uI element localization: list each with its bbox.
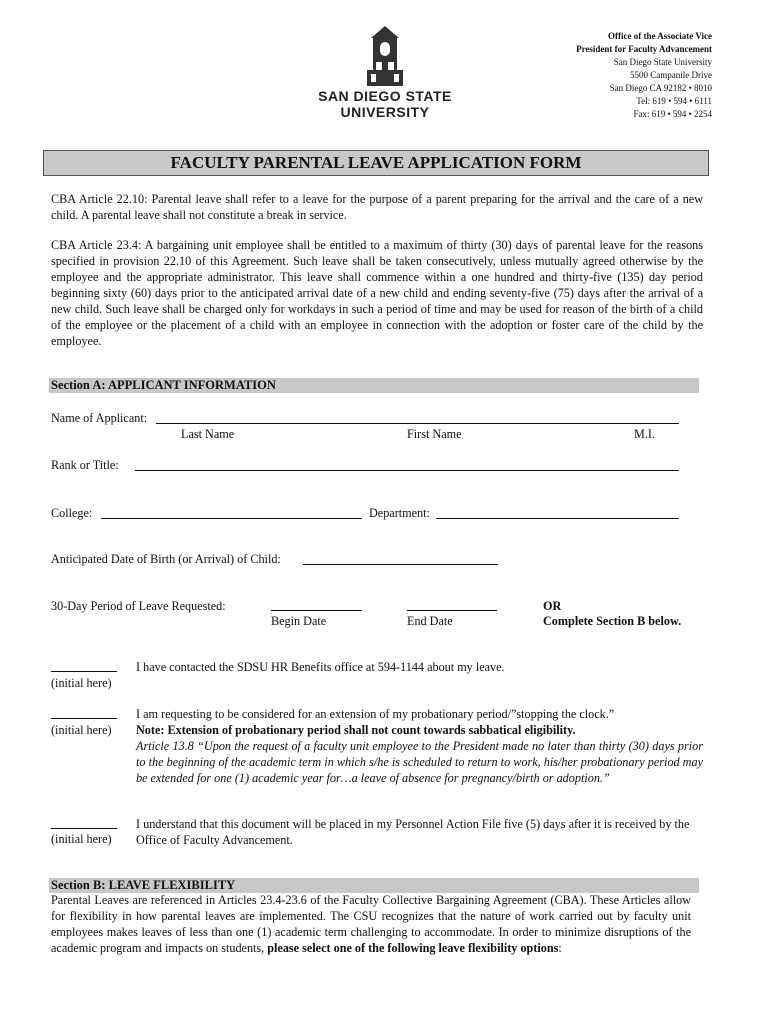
college-input-line[interactable] xyxy=(101,518,362,519)
or-label: OR xyxy=(543,599,562,613)
form-title: FACULTY PARENTAL LEAVE APPLICATION FORM xyxy=(43,150,709,176)
section-b-body: Parental Leaves are referenced in Articles 23.4-23.6 of the Faculty Collective Bargaining Agreement (CBA). These Articles allow for flexibility in how parental leaves are implemented. The CSU recognizes that the nature of work carried out by faculty unit employees makes leaves of less than one (1) academic term challenging to accommodate. In order to minimize disruptions of the academic program and impacts on students, xyxy=(51,893,691,955)
section-b-text xyxy=(51,892,691,956)
department-input-line[interactable] xyxy=(436,518,679,519)
end-date-caption: End Date xyxy=(407,614,453,628)
university-logo xyxy=(315,26,455,122)
logo-name-line1: SAN DIEGO STATE xyxy=(318,88,452,104)
mi-caption: M.I. xyxy=(634,427,655,441)
initial-here-caption: (initial here) xyxy=(51,723,112,737)
fax-line: Fax: 619 • 594 • 2254 xyxy=(633,109,712,119)
office-address xyxy=(576,30,712,121)
begin-date-caption: Begin Date xyxy=(271,614,327,628)
rank-label: Rank or Title: xyxy=(51,458,119,472)
initial-line-probation[interactable] xyxy=(51,718,117,719)
initial-here-caption: (initial here) xyxy=(51,676,112,690)
section-b-heading: Section B: LEAVE FLEXIBILITY xyxy=(49,878,699,893)
rank-input-line[interactable] xyxy=(135,470,679,471)
leave-period-label: 30-Day Period of Leave Requested: xyxy=(51,599,226,613)
birth-date-input-line[interactable] xyxy=(303,564,498,565)
address-line: San Diego CA 92182 • 8010 xyxy=(609,83,712,93)
name-label: Name of Applicant: xyxy=(51,411,148,425)
name-input-line[interactable] xyxy=(156,423,679,424)
section-b-instruction: please select one of the following leave flexibility options xyxy=(267,941,559,955)
campanile-tower-icon xyxy=(367,26,403,86)
section-b-colon: : xyxy=(558,941,562,955)
initial-line-personnel-file[interactable] xyxy=(51,828,117,829)
last-name-caption: Last Name xyxy=(181,427,235,441)
college-label: College: xyxy=(51,506,93,520)
address-line: San Diego State University xyxy=(613,57,712,67)
ack-personnel-file: I understand that this document will be placed in my Personnel Action File five (5) days after it is received by the Office of Faculty Advancement. xyxy=(136,817,690,847)
office-title-line2: President for Faculty Advancement xyxy=(576,44,712,54)
article-13-8-quote: Article 13.8 “Upon the request of a faculty unit employee to the President made no later than thirty (30) days prior to the beginning of the academic term in which s/he is scheduled to return to work, his/her probationary period may be extended for one (1) academic year for…a leave of absence for pregnancy/birth or adoption.” xyxy=(136,739,703,785)
intro-paragraph-23-4: CBA Article 23.4: A bargaining unit employee shall be entitled to a maximum of thirty (30) days of parental leave for the reasons specified in provision 22.10 of this Agreement. Such leave shall be taken consecutively, unless mutually agreed otherwise by the employee and the appropriate administrator. This leave shall commence within a one hundred and thirty-five (135) day period beginning sixty (60) days prior to the anticipated arrival date of a new child and ending seventy-five (75) days after the arrival of a new child. Such leave shall be charged only for workdays in such a period of time and may be used for reason of the birth of a child of the employee or the placement of a child with an employee in connection with the adoption or foster care of the child by the employee. xyxy=(51,238,703,348)
office-title-line1: Office of the Associate Vice xyxy=(608,31,712,41)
birth-date-label: Anticipated Date of Birth (or Arrival) of Child: xyxy=(51,552,281,566)
address-line: 5500 Campanile Drive xyxy=(630,70,712,80)
department-label: Department: xyxy=(369,506,430,520)
initial-here-caption: (initial here) xyxy=(51,832,112,846)
section-a-heading: Section A: APPLICANT INFORMATION xyxy=(49,378,699,393)
probation-note: Note: Extension of probationary period shall not count towards sabbatical eligibility. xyxy=(136,723,576,737)
end-date-input-line[interactable] xyxy=(407,610,497,611)
initial-line-hr-benefits[interactable] xyxy=(51,671,117,672)
first-name-caption: First Name xyxy=(407,427,462,441)
phone-line: Tel: 619 • 594 • 6111 xyxy=(636,96,712,106)
intro-paragraph-22-10: CBA Article 22.10: Parental leave shall refer to a leave for the purpose of a parent preparing for the arrival and the care of a new child. A parental leave shall not constitute a break in service. xyxy=(51,192,703,222)
complete-section-b-note: Complete Section B below. xyxy=(543,614,682,628)
ack-probation-extension: I am requesting to be considered for an extension of my probationary period/”stopping the clock.” xyxy=(136,707,615,721)
logo-name-line2: UNIVERSITY xyxy=(340,104,430,120)
begin-date-input-line[interactable] xyxy=(271,610,362,611)
ack-hr-benefits: I have contacted the SDSU HR Benefits office at 594-1144 about my leave. xyxy=(136,660,505,674)
